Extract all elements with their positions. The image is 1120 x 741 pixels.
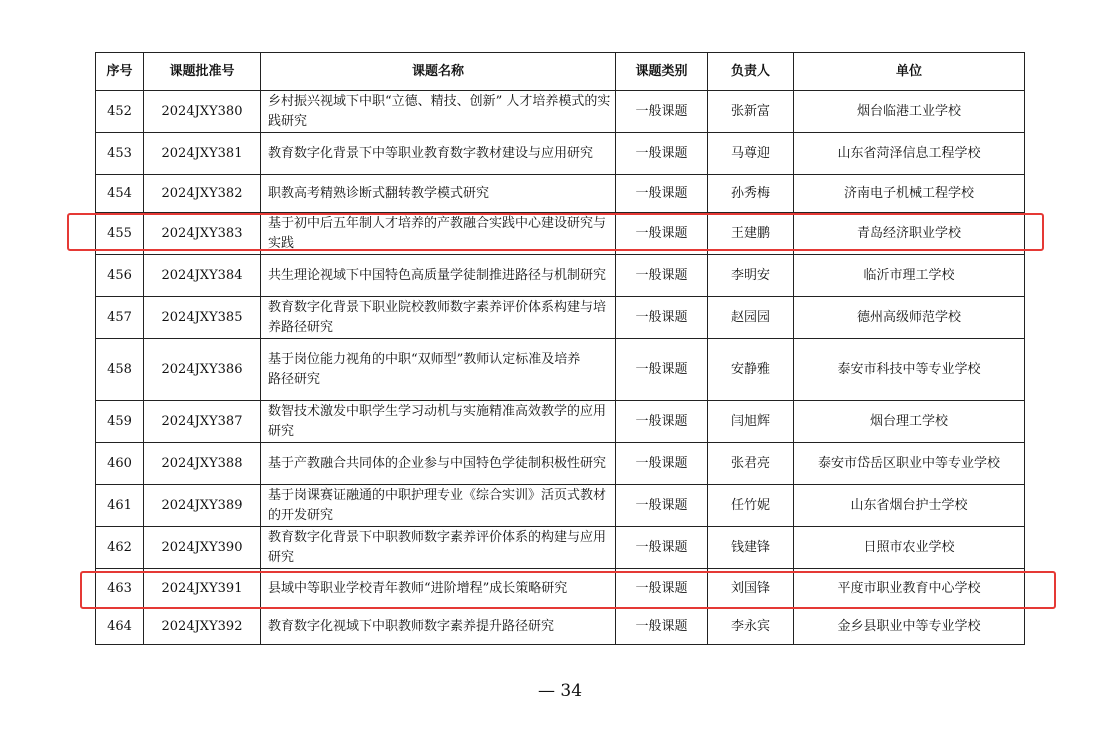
cell-leader: 张君亮 (708, 443, 794, 485)
table-row (96, 485, 1025, 527)
cell-unit: 德州高级师范学校 (794, 297, 1025, 339)
cell-project-title: 教育数字化背景下中等职业教育数字教材建设与应用研究 (261, 133, 616, 175)
cell-approval-number: 2024JXY384 (144, 255, 261, 297)
cell-leader: 赵园园 (708, 297, 794, 339)
cell-index: 461 (96, 485, 144, 527)
header-leader: 负责人 (708, 53, 794, 91)
cell-project-title: 乡村振兴视域下中职“立德、精技、创新” 人才培养模式的实践研究 (261, 91, 616, 133)
cell-unit: 临沂市理工学校 (794, 255, 1025, 297)
cell-index: 462 (96, 527, 144, 569)
header-unit: 单位 (794, 53, 1025, 91)
cell-approval-number: 2024JXY392 (144, 609, 261, 645)
cell-leader: 安静雅 (708, 339, 794, 401)
table-header-row (96, 53, 1025, 91)
cell-project-title: 职教高考精熟诊断式翻转教学模式研究 (261, 175, 616, 213)
cell-unit: 泰安市科技中等专业学校 (794, 339, 1025, 401)
page-number: — 34 (537, 681, 583, 701)
table-row (96, 569, 1025, 609)
cell-category: 一般课题 (616, 133, 708, 175)
cell-project-title: 共生理论视域下中国特色高质量学徒制推进路径与机制研究 (261, 255, 616, 297)
cell-approval-number: 2024JXY383 (144, 213, 261, 255)
cell-leader: 李永宾 (708, 609, 794, 645)
table-row (96, 91, 1025, 133)
cell-project-title: 教育数字化背景下中职教师数字素养评价体系的构建与应用研究 (261, 527, 616, 569)
cell-project-title: 数智技术激发中职学生学习动机与实施精准高效教学的应用研究 (261, 401, 616, 443)
cell-unit: 金乡县职业中等专业学校 (794, 609, 1025, 645)
cell-category: 一般课题 (616, 527, 708, 569)
cell-leader: 马尊迎 (708, 133, 794, 175)
cell-leader: 李明安 (708, 255, 794, 297)
header-project-title: 课题名称 (261, 53, 616, 91)
cell-category: 一般课题 (616, 401, 708, 443)
table-row (96, 297, 1025, 339)
table-row (96, 255, 1025, 297)
cell-category: 一般课题 (616, 255, 708, 297)
cell-index: 456 (96, 255, 144, 297)
cell-unit: 烟台临港工业学校 (794, 91, 1025, 133)
header-index: 序号 (96, 53, 144, 91)
cell-category: 一般课题 (616, 213, 708, 255)
cell-category: 一般课题 (616, 339, 708, 401)
cell-category: 一般课题 (616, 609, 708, 645)
cell-unit: 山东省烟台护士学校 (794, 485, 1025, 527)
cell-index: 452 (96, 91, 144, 133)
cell-category: 一般课题 (616, 297, 708, 339)
table-row (96, 527, 1025, 569)
cell-index: 454 (96, 175, 144, 213)
header-category: 课题类别 (616, 53, 708, 91)
cell-unit: 山东省菏泽信息工程学校 (794, 133, 1025, 175)
cell-approval-number: 2024JXY387 (144, 401, 261, 443)
cell-leader: 刘国锋 (708, 569, 794, 609)
cell-approval-number: 2024JXY391 (144, 569, 261, 609)
cell-leader: 王建鹏 (708, 213, 794, 255)
cell-approval-number: 2024JXY382 (144, 175, 261, 213)
table-row (96, 339, 1025, 401)
cell-index: 457 (96, 297, 144, 339)
table-row (96, 401, 1025, 443)
cell-unit: 日照市农业学校 (794, 527, 1025, 569)
cell-leader: 张新富 (708, 91, 794, 133)
cell-index: 464 (96, 609, 144, 645)
cell-unit: 平度市职业教育中心学校 (794, 569, 1025, 609)
cell-index: 463 (96, 569, 144, 609)
cell-index: 453 (96, 133, 144, 175)
cell-category: 一般课题 (616, 175, 708, 213)
table-row (96, 609, 1025, 645)
cell-approval-number: 2024JXY386 (144, 339, 261, 401)
table-row (96, 443, 1025, 485)
cell-category: 一般课题 (616, 91, 708, 133)
cell-approval-number: 2024JXY380 (144, 91, 261, 133)
cell-unit: 泰安市岱岳区职业中等专业学校 (794, 443, 1025, 485)
cell-index: 459 (96, 401, 144, 443)
cell-project-title: 基于岗位能力视角的中职“双师型”教师认定标准及培养 路径研究 (261, 339, 616, 401)
project-table (95, 52, 1025, 645)
cell-index: 455 (96, 213, 144, 255)
cell-project-title: 县域中等职业学校青年教师“进阶增程”成长策略研究 (261, 569, 616, 609)
header-approval-number: 课题批准号 (144, 53, 261, 91)
cell-project-title: 基于岗课赛证融通的中职护理专业《综合实训》活页式教材的开发研究 (261, 485, 616, 527)
cell-category: 一般课题 (616, 569, 708, 609)
cell-approval-number: 2024JXY381 (144, 133, 261, 175)
cell-index: 458 (96, 339, 144, 401)
table-row (96, 133, 1025, 175)
cell-unit: 烟台理工学校 (794, 401, 1025, 443)
cell-index: 460 (96, 443, 144, 485)
cell-leader: 任竹妮 (708, 485, 794, 527)
table-body (96, 91, 1025, 645)
cell-project-title: 基于初中后五年制人才培养的产教融合实践中心建设研究与实践 (261, 213, 616, 255)
cell-approval-number: 2024JXY390 (144, 527, 261, 569)
cell-leader: 闫旭辉 (708, 401, 794, 443)
cell-leader: 钱建锋 (708, 527, 794, 569)
table-row (96, 213, 1025, 255)
cell-unit: 青岛经济职业学校 (794, 213, 1025, 255)
cell-project-title: 教育数字化视域下中职教师数字素养提升路径研究 (261, 609, 616, 645)
cell-approval-number: 2024JXY385 (144, 297, 261, 339)
cell-project-title: 基于产教融合共同体的企业参与中国特色学徒制积极性研究 (261, 443, 616, 485)
table-row (96, 175, 1025, 213)
cell-category: 一般课题 (616, 485, 708, 527)
cell-project-title: 教育数字化背景下职业院校教师数字素养评价体系构建与培养路径研究 (261, 297, 616, 339)
cell-approval-number: 2024JXY388 (144, 443, 261, 485)
cell-category: 一般课题 (616, 443, 708, 485)
cell-approval-number: 2024JXY389 (144, 485, 261, 527)
cell-unit: 济南电子机械工程学校 (794, 175, 1025, 213)
cell-leader: 孙秀梅 (708, 175, 794, 213)
